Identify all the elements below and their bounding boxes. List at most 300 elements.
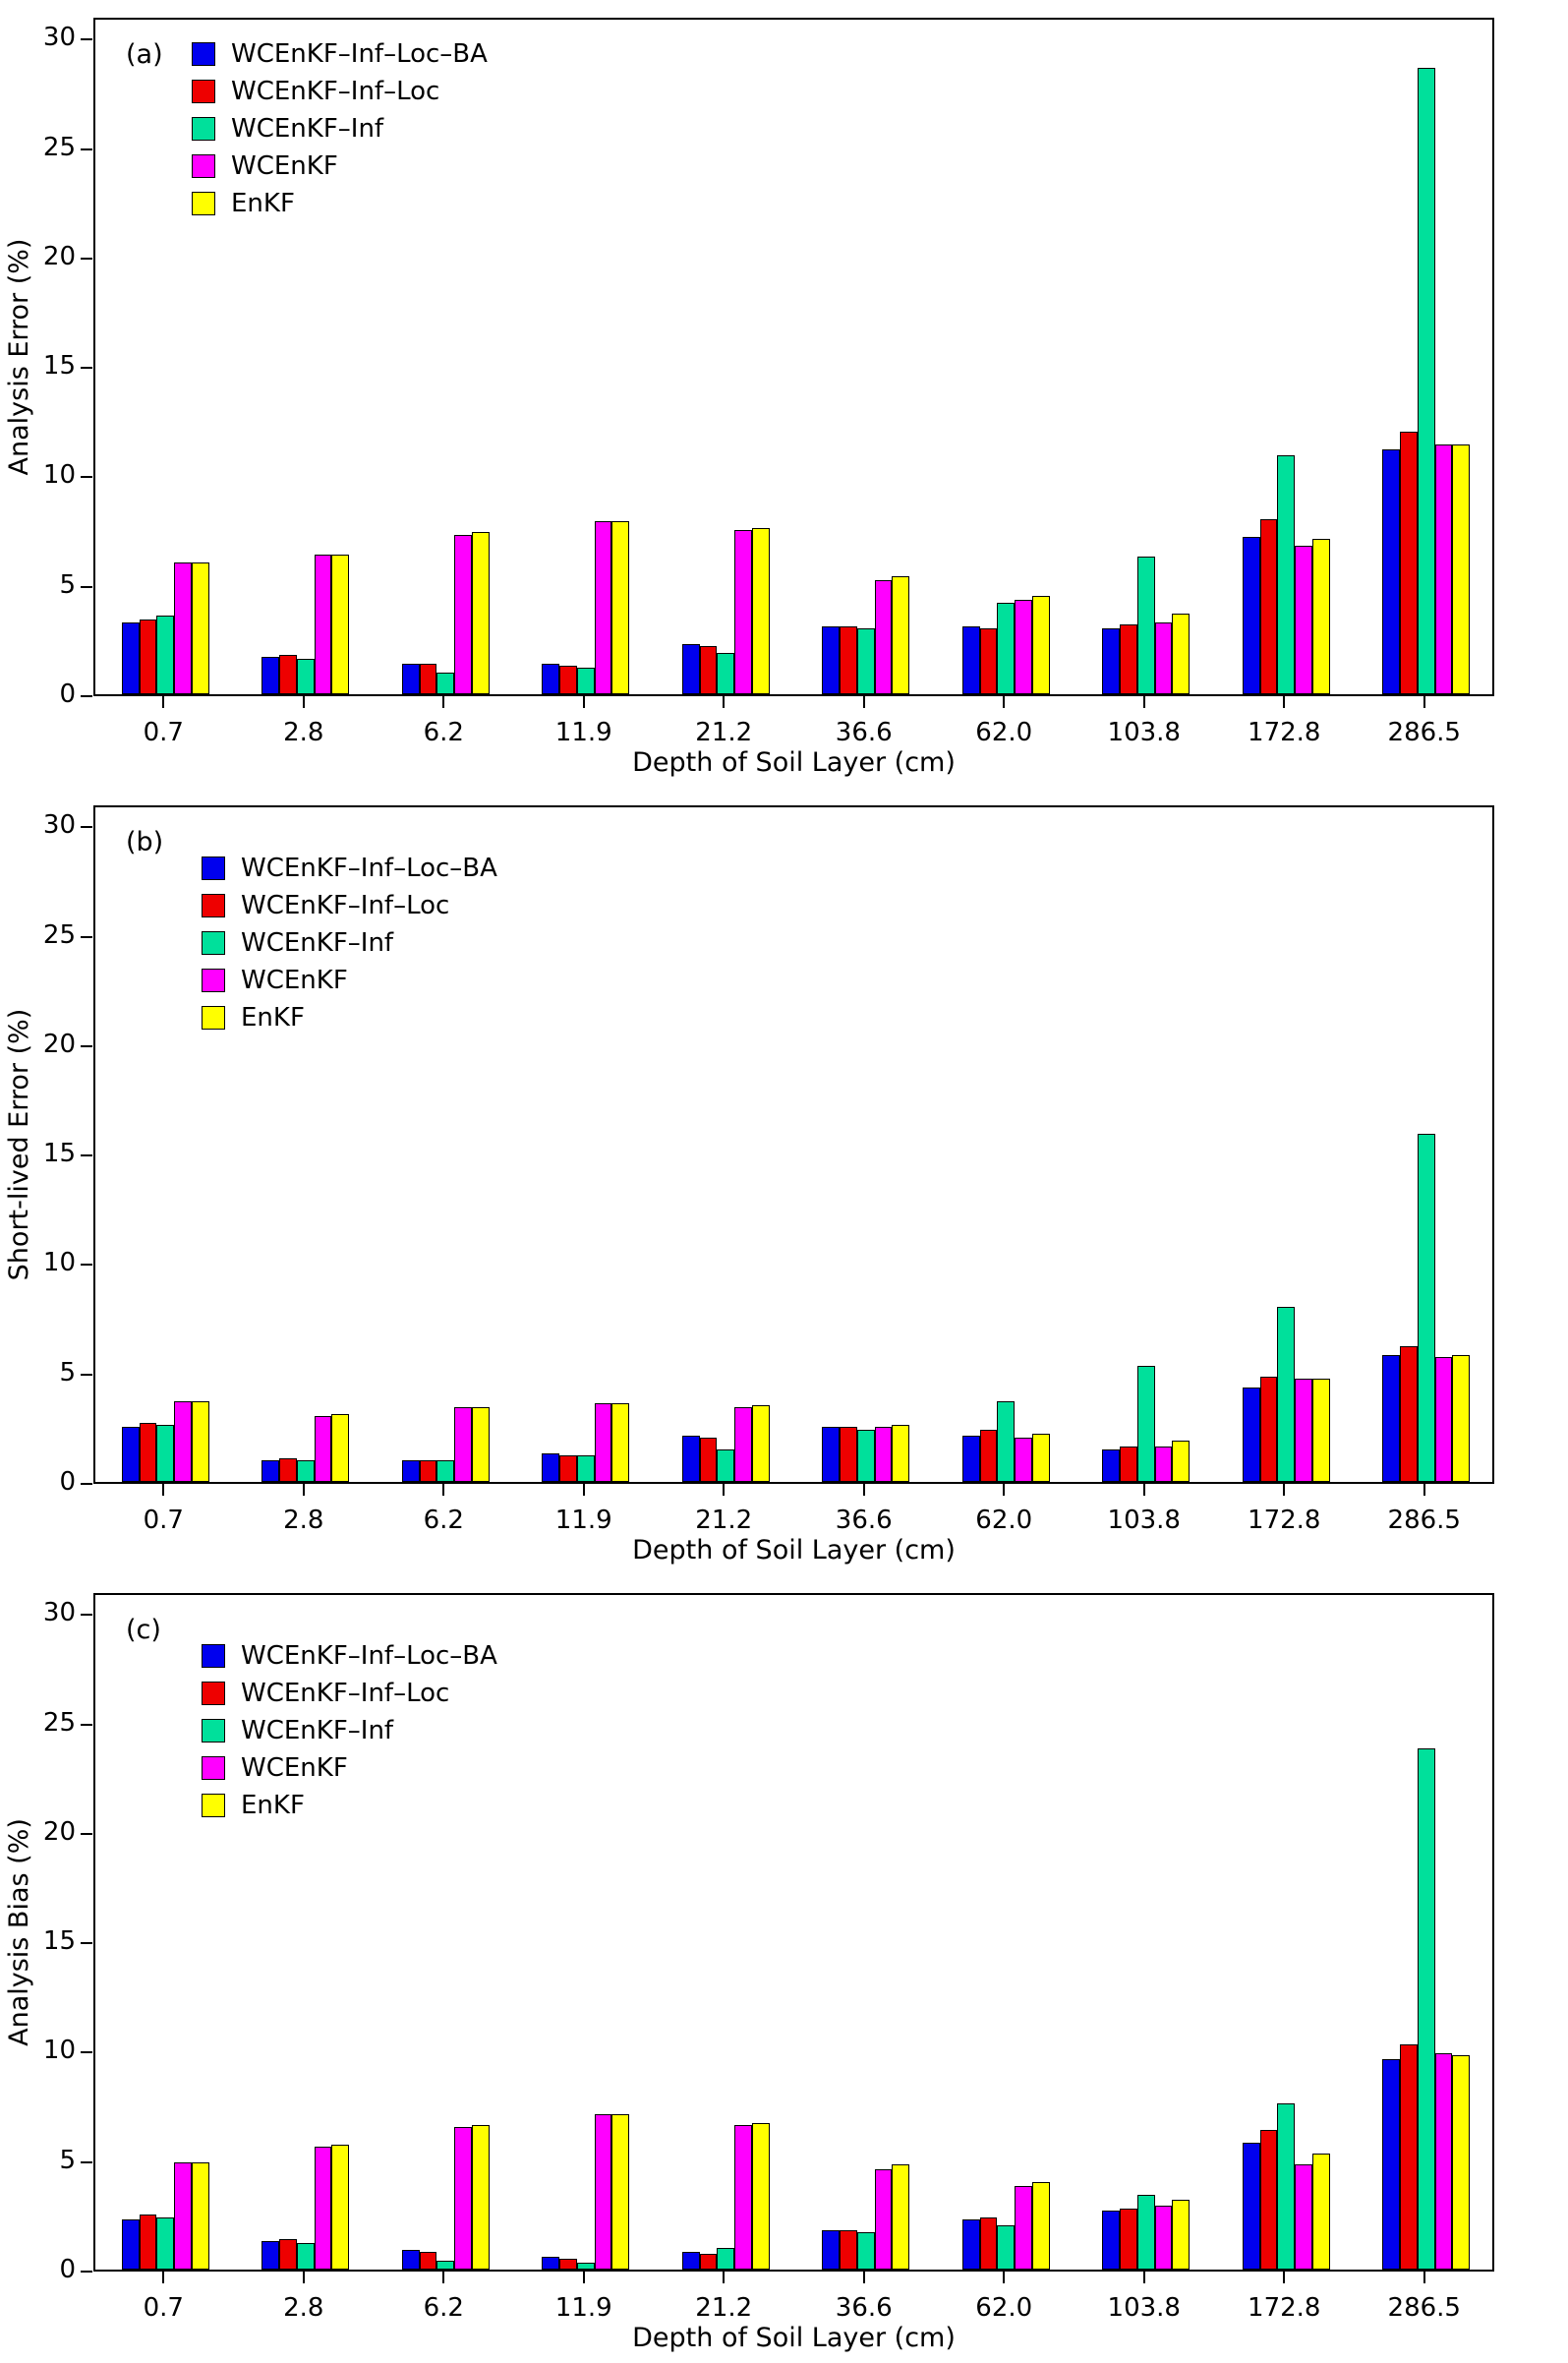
- bar: [297, 2243, 315, 2270]
- legend-item-label: WCEnKF: [241, 966, 348, 995]
- y-tick-mark: [81, 1154, 92, 1156]
- bar: [1295, 546, 1312, 694]
- x-tick-mark: [723, 696, 725, 708]
- bar: [1277, 1307, 1295, 1482]
- bar: [1155, 2206, 1173, 2270]
- legend-item: [202, 1675, 497, 1712]
- bar: [1015, 1438, 1032, 1482]
- bar: [997, 2225, 1015, 2270]
- bar: [140, 620, 157, 694]
- bar: [122, 1427, 140, 1482]
- legend: [192, 35, 488, 222]
- x-tick-label: 11.9: [554, 718, 612, 747]
- bar: [734, 2125, 752, 2270]
- bar: [156, 616, 174, 694]
- bar: [1015, 600, 1032, 694]
- y-tick-mark: [81, 1833, 92, 1835]
- y-tick-label: 0: [59, 679, 76, 709]
- bar: [542, 1453, 559, 1482]
- bar: [875, 580, 893, 694]
- x-tick-label: 6.2: [423, 1506, 464, 1535]
- bar: [472, 532, 490, 694]
- bar: [1137, 2195, 1155, 2270]
- bar: [315, 555, 332, 694]
- bar: [1400, 1346, 1418, 1482]
- x-tick-label: 172.8: [1248, 2293, 1321, 2323]
- x-tick-mark: [723, 1484, 725, 1496]
- x-tick-mark: [442, 2272, 444, 2283]
- bar: [542, 664, 559, 694]
- x-tick-label: 36.6: [835, 1506, 893, 1535]
- legend-swatch-icon: [202, 1794, 225, 1817]
- y-tick-mark: [81, 1614, 92, 1616]
- y-tick-label: 25: [42, 132, 76, 162]
- bar: [174, 2162, 192, 2270]
- bar: [840, 626, 857, 694]
- bar: [192, 2162, 209, 2270]
- legend-item-label: EnKF: [241, 1003, 305, 1033]
- bar: [1452, 444, 1470, 694]
- bar: [1172, 2200, 1190, 2270]
- legend-item-label: WCEnKF–Inf–Loc–BA: [231, 39, 488, 69]
- x-tick-label: 62.0: [975, 2293, 1033, 2323]
- bar: [1400, 432, 1418, 694]
- bar: [1295, 1379, 1312, 1482]
- legend-item-label: WCEnKF–Inf–Loc–BA: [241, 1641, 497, 1671]
- bar: [1277, 2103, 1295, 2270]
- bar: [1277, 455, 1295, 694]
- x-tick-mark: [863, 696, 865, 708]
- bar: [1418, 1748, 1435, 2270]
- legend-item: [192, 35, 488, 73]
- bar: [840, 1427, 857, 1482]
- legend-swatch-icon: [202, 1719, 225, 1743]
- bar: [1295, 2164, 1312, 2270]
- chart-panel-c: [0, 1575, 1568, 2363]
- x-tick-label: 103.8: [1107, 1506, 1181, 1535]
- bar: [174, 1401, 192, 1482]
- bar: [752, 528, 770, 694]
- legend-item-label: WCEnKF: [241, 1753, 348, 1783]
- bar: [682, 644, 700, 694]
- bar: [297, 1460, 315, 1482]
- legend-swatch-icon: [192, 192, 215, 215]
- bar: [331, 555, 349, 694]
- y-tick-mark: [81, 367, 92, 369]
- legend: [202, 850, 497, 1036]
- y-tick-label: 30: [42, 23, 76, 53]
- x-tick-mark: [1143, 1484, 1145, 1496]
- legend-item: [202, 1712, 497, 1749]
- bar: [1137, 557, 1155, 694]
- bar: [857, 2232, 875, 2270]
- legend-item: [202, 850, 497, 887]
- bar: [331, 2145, 349, 2270]
- legend-swatch-icon: [202, 1756, 225, 1780]
- bar: [1102, 2211, 1120, 2270]
- panel-label: (b): [126, 827, 164, 857]
- x-tick-mark: [162, 2272, 164, 2283]
- x-tick-label: 62.0: [975, 1506, 1033, 1535]
- bar: [297, 659, 315, 694]
- x-tick-mark: [583, 696, 585, 708]
- x-axis-label: Depth of Soil Layer (cm): [632, 2323, 956, 2353]
- y-tick-label: 30: [42, 810, 76, 841]
- x-tick-label: 2.8: [283, 718, 324, 747]
- panel-label: (c): [126, 1615, 161, 1645]
- legend-swatch-icon: [192, 80, 215, 103]
- legend-swatch-icon: [202, 969, 225, 992]
- x-tick-mark: [1143, 2272, 1145, 2283]
- y-tick-label: 15: [42, 351, 76, 382]
- panel-label: (a): [126, 39, 163, 70]
- y-tick-label: 5: [59, 569, 76, 600]
- x-tick-label: 6.2: [423, 718, 464, 747]
- bar: [472, 2125, 490, 2270]
- bar: [454, 1407, 472, 1482]
- bar: [734, 530, 752, 694]
- legend-item: [202, 1637, 497, 1675]
- y-tick-mark: [81, 148, 92, 150]
- bar: [962, 626, 980, 694]
- x-tick-label: 0.7: [143, 2293, 184, 2323]
- bar: [261, 1460, 279, 1482]
- y-tick-mark: [81, 1483, 92, 1485]
- x-tick-label: 21.2: [695, 718, 753, 747]
- legend-item: [202, 887, 497, 924]
- bar: [402, 664, 420, 694]
- bar: [997, 603, 1015, 694]
- x-tick-label: 21.2: [695, 2293, 753, 2323]
- bar: [279, 1458, 297, 1482]
- bar: [402, 2250, 420, 2270]
- legend-item-label: WCEnKF–Inf: [241, 1716, 394, 1745]
- x-tick-label: 0.7: [143, 718, 184, 747]
- x-tick-label: 286.5: [1387, 1506, 1461, 1535]
- bar: [700, 2254, 718, 2270]
- bar: [997, 1401, 1015, 1482]
- x-tick-mark: [1423, 1484, 1425, 1496]
- y-tick-label: 15: [42, 1139, 76, 1169]
- y-tick-mark: [81, 826, 92, 828]
- y-tick-label: 0: [59, 2255, 76, 2284]
- y-tick-mark: [81, 1724, 92, 1726]
- bar: [822, 626, 840, 694]
- y-tick-label: 15: [42, 1926, 76, 1957]
- bar: [700, 646, 718, 694]
- y-tick-label: 30: [42, 1598, 76, 1628]
- x-tick-mark: [442, 1484, 444, 1496]
- bar: [840, 2230, 857, 2270]
- y-tick-mark: [81, 2161, 92, 2163]
- x-axis-label: Depth of Soil Layer (cm): [632, 747, 956, 778]
- bar: [875, 1427, 893, 1482]
- bar: [156, 2217, 174, 2270]
- bar: [122, 622, 140, 694]
- x-tick-mark: [303, 1484, 305, 1496]
- x-tick-label: 103.8: [1107, 2293, 1181, 2323]
- y-axis-label-text: Short-lived Error (%): [4, 1008, 34, 1281]
- x-tick-label: 11.9: [554, 2293, 612, 2323]
- legend-item: [202, 924, 497, 962]
- bar: [700, 1438, 718, 1482]
- bar: [1120, 624, 1137, 694]
- x-tick-mark: [1423, 2272, 1425, 2283]
- bar: [682, 2252, 700, 2270]
- y-tick-label: 0: [59, 1467, 76, 1497]
- x-tick-label: 0.7: [143, 1506, 184, 1535]
- bar: [472, 1407, 490, 1482]
- y-tick-label: 20: [42, 1029, 76, 1059]
- bar: [752, 1405, 770, 1482]
- x-tick-label: 172.8: [1248, 718, 1321, 747]
- legend-item: [202, 999, 497, 1036]
- bar: [595, 2114, 612, 2270]
- bar: [1435, 1357, 1453, 1482]
- x-tick-mark: [1003, 2272, 1005, 2283]
- y-tick-label: 5: [59, 1357, 76, 1388]
- y-tick-mark: [81, 1045, 92, 1047]
- bar: [436, 673, 454, 694]
- chart-panel-b: [0, 788, 1568, 1575]
- bar: [1243, 537, 1260, 694]
- bar: [682, 1436, 700, 1482]
- bar: [156, 1425, 174, 1482]
- legend-item-label: WCEnKF–Inf: [241, 928, 394, 958]
- bar: [611, 521, 629, 694]
- y-tick-mark: [81, 2051, 92, 2053]
- x-tick-label: 6.2: [423, 2293, 464, 2323]
- bar: [1032, 596, 1050, 694]
- bar: [822, 2230, 840, 2270]
- legend-swatch-icon: [202, 1682, 225, 1705]
- x-tick-mark: [583, 1484, 585, 1496]
- legend-swatch-icon: [202, 931, 225, 955]
- y-tick-label: 20: [42, 1816, 76, 1847]
- y-tick-label: 20: [42, 241, 76, 271]
- bar: [261, 657, 279, 694]
- bar: [822, 1427, 840, 1482]
- bar: [559, 2259, 577, 2270]
- bar: [892, 2164, 909, 2270]
- x-tick-label: 286.5: [1387, 2293, 1461, 2323]
- x-tick-mark: [863, 2272, 865, 2283]
- bar: [980, 2217, 998, 2270]
- x-tick-label: 36.6: [835, 718, 893, 747]
- bar: [1260, 2130, 1278, 2270]
- legend-item: [202, 1787, 497, 1824]
- x-tick-label: 62.0: [975, 718, 1033, 747]
- legend-swatch-icon: [202, 1644, 225, 1668]
- y-tick-label: 5: [59, 2145, 76, 2175]
- x-tick-mark: [1003, 696, 1005, 708]
- bar: [962, 1436, 980, 1482]
- x-tick-mark: [1003, 1484, 1005, 1496]
- bar: [420, 1460, 437, 1482]
- x-tick-label: 36.6: [835, 2293, 893, 2323]
- x-tick-mark: [863, 1484, 865, 1496]
- bar: [717, 1449, 734, 1482]
- legend-item: [192, 185, 488, 222]
- x-tick-mark: [303, 2272, 305, 2283]
- bar: [1155, 622, 1173, 694]
- y-tick-mark: [81, 1264, 92, 1266]
- bar: [577, 668, 595, 694]
- bar: [857, 1430, 875, 1482]
- x-tick-mark: [162, 1484, 164, 1496]
- bar: [454, 2127, 472, 2270]
- bar: [315, 2147, 332, 2270]
- bar: [192, 562, 209, 694]
- bar: [1015, 2186, 1032, 2270]
- y-axis-label-text: Analysis Bias (%): [4, 1818, 34, 2046]
- legend-item-label: WCEnKF–Inf–Loc: [241, 891, 450, 920]
- x-tick-label: 286.5: [1387, 718, 1461, 747]
- legend-item-label: EnKF: [241, 1791, 305, 1820]
- bar: [611, 2114, 629, 2270]
- y-tick-mark: [81, 695, 92, 697]
- bar: [1418, 68, 1435, 694]
- bar: [454, 535, 472, 694]
- bar: [1032, 2182, 1050, 2270]
- y-tick-mark: [81, 936, 92, 938]
- bar: [174, 562, 192, 694]
- bar: [1312, 539, 1330, 694]
- legend-swatch-icon: [202, 857, 225, 880]
- y-tick-mark: [81, 258, 92, 260]
- y-tick-mark: [81, 1374, 92, 1376]
- bar: [1452, 2055, 1470, 2270]
- bar: [1260, 519, 1278, 694]
- bar: [279, 655, 297, 694]
- y-tick-mark: [81, 476, 92, 478]
- bar: [1172, 1441, 1190, 1482]
- bar: [734, 1407, 752, 1482]
- legend-item-label: EnKF: [231, 189, 295, 218]
- x-tick-mark: [1283, 1484, 1285, 1496]
- legend-item: [192, 148, 488, 185]
- legend-item: [202, 962, 497, 999]
- legend-item-label: WCEnKF–Inf: [231, 114, 384, 144]
- legend-item: [202, 1749, 497, 1787]
- bar: [717, 653, 734, 694]
- legend-swatch-icon: [202, 1006, 225, 1030]
- x-tick-label: 2.8: [283, 1506, 324, 1535]
- x-tick-mark: [162, 696, 164, 708]
- legend-swatch-icon: [202, 894, 225, 917]
- bar: [1435, 444, 1453, 694]
- bar: [611, 1403, 629, 1482]
- bar: [1120, 1447, 1137, 1482]
- bar: [1260, 1377, 1278, 1482]
- legend: [202, 1637, 497, 1824]
- bar: [436, 1460, 454, 1482]
- bar: [1382, 1355, 1400, 1482]
- y-tick-mark: [81, 1942, 92, 1944]
- bar: [192, 1401, 209, 1482]
- legend-item-label: WCEnKF–Inf–Loc: [231, 77, 440, 106]
- y-tick-label: 25: [42, 919, 76, 950]
- y-tick-mark: [81, 586, 92, 588]
- bar: [315, 1416, 332, 1482]
- legend-swatch-icon: [192, 42, 215, 66]
- bar: [1120, 2209, 1137, 2270]
- bar: [122, 2219, 140, 2270]
- y-tick-label: 10: [42, 2036, 76, 2066]
- bar: [402, 1460, 420, 1482]
- y-tick-label: 10: [42, 460, 76, 491]
- bar: [331, 1414, 349, 1482]
- x-tick-mark: [723, 2272, 725, 2283]
- y-axis-label-text: Analysis Error (%): [4, 238, 34, 476]
- bar: [279, 2239, 297, 2270]
- x-tick-mark: [1283, 696, 1285, 708]
- bar: [559, 666, 577, 694]
- x-tick-label: 21.2: [695, 1506, 753, 1535]
- bar: [1155, 1447, 1173, 1482]
- bar: [1400, 2044, 1418, 2270]
- y-tick-label: 10: [42, 1248, 76, 1278]
- x-tick-label: 2.8: [283, 2293, 324, 2323]
- x-tick-mark: [583, 2272, 585, 2283]
- x-tick-label: 103.8: [1107, 718, 1181, 747]
- x-tick-mark: [1143, 696, 1145, 708]
- bar: [542, 2257, 559, 2270]
- bar: [595, 1403, 612, 1482]
- legend-swatch-icon: [192, 154, 215, 178]
- y-tick-mark: [81, 2271, 92, 2273]
- bar: [140, 2215, 157, 2270]
- bar: [1382, 2059, 1400, 2270]
- bar: [1102, 1449, 1120, 1482]
- bar: [892, 576, 909, 694]
- x-tick-label: 11.9: [554, 1506, 612, 1535]
- bar: [1102, 628, 1120, 694]
- x-axis-label: Depth of Soil Layer (cm): [632, 1535, 956, 1565]
- bar: [1452, 1355, 1470, 1482]
- x-tick-mark: [1423, 696, 1425, 708]
- legend-item: [192, 110, 488, 148]
- bar: [577, 2263, 595, 2270]
- chart-panel-a: [0, 0, 1568, 788]
- bar: [1312, 2154, 1330, 2270]
- bar: [420, 664, 437, 694]
- bar: [1137, 1366, 1155, 1482]
- bar: [1382, 449, 1400, 694]
- bar: [140, 1423, 157, 1482]
- bar: [717, 2248, 734, 2270]
- bar: [1172, 614, 1190, 694]
- x-tick-mark: [442, 696, 444, 708]
- legend-item: [192, 73, 488, 110]
- bar: [752, 2123, 770, 2270]
- bar: [962, 2219, 980, 2270]
- legend-item-label: WCEnKF: [231, 151, 338, 181]
- y-tick-label: 25: [42, 1707, 76, 1738]
- bar: [1032, 1434, 1050, 1482]
- legend-item-label: WCEnKF–Inf–Loc: [241, 1679, 450, 1708]
- legend-item-label: WCEnKF–Inf–Loc–BA: [241, 854, 497, 883]
- y-tick-mark: [81, 38, 92, 40]
- bar: [980, 628, 998, 694]
- bar: [420, 2252, 437, 2270]
- x-tick-mark: [303, 696, 305, 708]
- bar: [1418, 1134, 1435, 1482]
- bar: [980, 1430, 998, 1482]
- bar: [261, 2241, 279, 2270]
- bar: [857, 628, 875, 694]
- bar: [1243, 1388, 1260, 1482]
